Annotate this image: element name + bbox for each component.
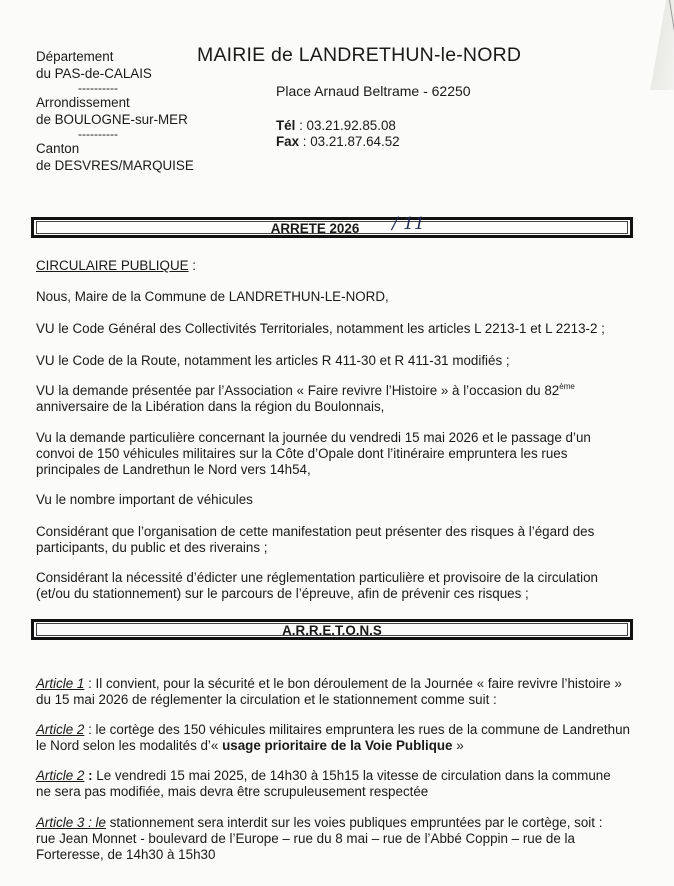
- vu-demande-association-line1: [36, 383, 575, 399]
- mairie-address: Place Arnaud Beltrame - 62250: [276, 83, 471, 99]
- circulaire-suffix: :: [188, 258, 196, 273]
- header-line-boulogne: de BOULOGNE-sur-MER: [36, 111, 188, 127]
- vu-code-route-paragraph: VU le Code de la Route, notamment les articles R 411-30 et R 411-31 modifiés ;: [36, 353, 510, 368]
- vu-demande-particuliere-line3: principales de Landrethun le Nord vers 14h54,: [36, 462, 311, 477]
- fax-label: Fax: [276, 134, 300, 149]
- article-3-text: stationnement sera interdit sur les voies publiques empruntées par le cortège, soit :: [105, 815, 603, 830]
- article-2-line2: [36, 738, 464, 754]
- arrete-title-text: ARRETE 2026: [270, 221, 360, 236]
- fax-line: [276, 134, 400, 150]
- phone-value: : 03.21.92.85.08: [295, 118, 396, 133]
- considerant-risques-line2: participants, du public et des riverains ;: [36, 540, 268, 555]
- phone-label: Tél: [276, 118, 296, 133]
- header-line-pas-de-calais: du PAS-de-CALAIS: [36, 65, 152, 81]
- header-line-departement: Département: [36, 49, 114, 64]
- vu-demande-particuliere-line2: convoi de 150 véhicules militaires sur la Côte d’Opale dont l’itinéraire empruntera les rues: [36, 446, 568, 461]
- circulaire-label: CIRCULAIRE PUBLIQUE: [36, 258, 189, 273]
- header-line-arrondissement: Arrondissement: [36, 95, 130, 111]
- article-2b-colon: :: [84, 768, 93, 783]
- vu-nombre-vehicules: Vu le nombre important de véhicules: [36, 492, 253, 507]
- header-line-desvres: de DESVRES/MARQUISE: [36, 157, 194, 173]
- article-1-text: : Il convient, pour la sécurité et le bon déroulement de la Journée « faire revivre l’histoire »: [84, 676, 622, 691]
- arrete-banner: [31, 214, 633, 238]
- header-divider: ----------: [78, 127, 118, 142]
- article-1-line1: [36, 676, 622, 692]
- header-left-block: [36, 49, 194, 175]
- article-2-line1: [36, 722, 630, 738]
- arretons-title: A.R.R.E.T.O.N.S: [282, 623, 382, 638]
- considerant-risques-line1: Considérant que l’organisation de cette manifestation peut présenter des risques à l’égard des: [36, 524, 595, 539]
- vu3-text: VU la demande présentée par l’Association « Faire revivre l’Histoire » à l’occasion du 82: [36, 383, 560, 398]
- article-2b-line1: [36, 768, 611, 784]
- handwritten-arrete-number: / 11: [392, 214, 425, 234]
- vu-cgct-paragraph: VU le Code Général des Collectivités Territoriales, notamment les articles L 2213-1 et L 2213-2 ;: [36, 321, 605, 336]
- article-2-text-suffix: »: [452, 738, 464, 753]
- contact-block: [276, 118, 400, 150]
- nous-paragraph: Nous, Maire de la Commune de LANDRETHUN-LE-NORD,: [36, 289, 389, 304]
- considerant-reglementation-line2: (et/ou du stationnement) sur le parcours de l’épreuve, afin de prévenir ces risques ;: [36, 586, 529, 601]
- circulaire-heading: [36, 258, 196, 274]
- usage-prioritaire-emphasis: usage prioritaire de la Voie Publique: [222, 738, 453, 753]
- article-2-label: Article 2: [36, 722, 85, 737]
- article-2b-text: Le vendredi 15 mai 2025, de 14h30 à 15h15 la vitesse de circulation dans la commune: [92, 768, 611, 783]
- article-3-line1: [36, 815, 602, 831]
- vu3-superscript: ème: [559, 382, 575, 391]
- vu-demande-particuliere-line1: Vu la demande particulière concernant la journée du vendredi 15 mai 2026 et le passage d’un: [36, 430, 591, 445]
- article-1-line2: du 15 mai 2026 de réglementer la circulation et le stationnement comme suit :: [36, 692, 497, 707]
- fax-value: : 03.21.87.64.52: [299, 134, 400, 149]
- vu-demande-association-line2: anniversaire de la Libération dans la région du Boulonnais,: [36, 399, 385, 414]
- article-2b-line2: ne sera pas modifiée, mais devra être scrupuleusement respectée: [36, 784, 429, 799]
- arrete-title: [34, 221, 630, 237]
- header-line-canton: Canton: [36, 141, 80, 157]
- article-3-label: Article 3 : le: [36, 815, 106, 830]
- header-divider: ----------: [78, 81, 118, 96]
- article-2-text: : le cortège des 150 véhicules militaires empruntera les rues de la commune de Landrethun: [84, 722, 630, 737]
- arretons-banner: [31, 619, 633, 640]
- article-2-text-prefix: le Nord selon les modalités d’«: [36, 738, 223, 753]
- article-2b-label: Article 2: [36, 768, 85, 783]
- phone-line: [276, 118, 400, 134]
- article-3-line3: Forteresse, de 14h30 à 15h30: [36, 847, 216, 862]
- article-1-label: Article 1: [36, 676, 85, 691]
- article-3-line2: rue Jean Monnet - boulevard de l’Europe – rue du 8 mai – rue de l’Abbé Coppin – rue de la: [36, 831, 575, 846]
- considerant-reglementation-line1: Considérant la nécessité d’édicter une réglementation particulière et provisoire de la circulation: [36, 570, 598, 585]
- mairie-title: MAIRIE de LANDRETHUN-le-NORD: [197, 44, 522, 66]
